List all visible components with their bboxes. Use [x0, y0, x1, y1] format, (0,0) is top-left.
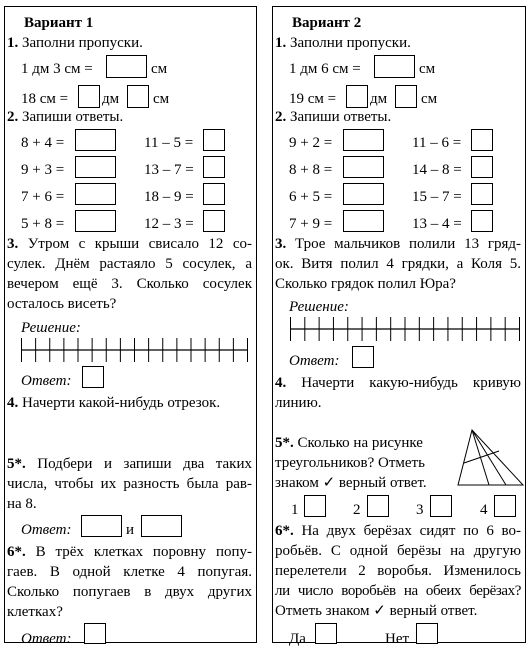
variant-2-title: Вариант 2 — [292, 15, 362, 31]
solution-label: Решение: — [21, 320, 81, 336]
option-box[interactable] — [304, 495, 326, 517]
solution-label: Решение: — [289, 299, 349, 315]
answer-box[interactable] — [343, 156, 384, 178]
unit-label: см — [419, 61, 436, 77]
task-5-text-line: 5*. Сколько на рисунке — [275, 435, 423, 451]
answer-box[interactable] — [81, 515, 122, 537]
answer-box[interactable] — [141, 515, 182, 537]
unit-label: см — [421, 91, 438, 107]
task-6-text-line: гаев. В одной клетке 4 попугая. — [7, 564, 252, 580]
task-1-row-2-expression: 19 см = — [289, 91, 337, 107]
solution-scale — [290, 317, 520, 341]
unit-label: дм — [102, 91, 120, 107]
answer-box[interactable] — [127, 85, 149, 108]
option-box[interactable] — [430, 495, 452, 517]
expression: 9 + 3 = — [21, 162, 65, 178]
variant-1-card — [4, 6, 257, 647]
task-4-text-line: линию. — [275, 395, 322, 411]
task-3-text-line: вечером ещё 3. Сколько сосулек — [7, 276, 252, 292]
expression: 14 – 8 = — [412, 162, 462, 178]
answer-box[interactable] — [395, 85, 417, 108]
expression: 8 + 8 = — [289, 162, 333, 178]
variant-2-card — [272, 6, 526, 647]
answer-box[interactable] — [82, 366, 104, 388]
expression: 15 – 7 = — [412, 189, 462, 205]
expression: 8 + 4 = — [21, 135, 65, 151]
no-option-box[interactable] — [416, 623, 438, 644]
task-5-text-line: числа, чтобы их разность была рав- — [7, 476, 252, 492]
option-label: 3 — [416, 502, 424, 518]
option-box[interactable] — [367, 495, 389, 517]
answer-box[interactable] — [374, 55, 415, 78]
expression: 11 – 6 = — [412, 135, 462, 151]
answer-box[interactable] — [78, 85, 100, 108]
answer-box[interactable] — [203, 183, 225, 205]
expression: 6 + 5 = — [289, 189, 333, 205]
answer-box[interactable] — [84, 623, 106, 644]
answer-box[interactable] — [203, 129, 225, 151]
task-4-text: 4. Начерти какой-нибудь отрезок. — [7, 395, 221, 411]
answer-label: Ответ: — [21, 522, 72, 538]
variant-1-title: Вариант 1 — [24, 15, 94, 31]
expression: 18 – 9 = — [144, 189, 194, 205]
answer-box[interactable] — [352, 346, 374, 368]
task-6-text-line: Отметь знаком ✓ верный ответ. — [275, 603, 478, 619]
task-2-heading: 2. Запиши ответы. — [7, 109, 124, 125]
expression: 12 – 3 = — [144, 216, 194, 232]
expression: 11 – 5 = — [144, 135, 194, 151]
task-5-text-line: треугольников? Отметь — [275, 455, 425, 471]
solution-scale — [21, 338, 248, 362]
task-6-text-line: перелетели 2 воробья. Изменилось — [275, 563, 521, 579]
task-6-text-line: робьёв. С одной берёзы на другую — [275, 543, 521, 559]
option-label: 1 — [291, 502, 299, 518]
expression: 13 – 4 = — [412, 216, 462, 232]
task-3-text-line: сулек. Днём растаяло 5 сосулек, а — [7, 256, 252, 272]
answer-box[interactable] — [343, 183, 384, 205]
answer-box[interactable] — [471, 210, 493, 232]
answer-box[interactable] — [75, 129, 116, 151]
answer-box[interactable] — [203, 210, 225, 232]
task-4-text-line: 4. Начерти какую-нибудь кривую — [275, 375, 521, 391]
task-3-text-line: 3. Утром с крыши свисало 12 со- — [7, 236, 253, 252]
task-1-row-1-expression: 1 дм 6 см = — [289, 61, 361, 77]
expression: 7 + 6 = — [21, 189, 65, 205]
option-label: 2 — [353, 502, 361, 518]
answer-box[interactable] — [343, 210, 384, 232]
answer-box[interactable] — [471, 183, 493, 205]
task-6-text-line: клетках? — [7, 604, 63, 620]
answer-box[interactable] — [471, 156, 493, 178]
task-3-text-line: 3. Трое мальчиков полили 13 гряд- — [275, 236, 521, 252]
option-box[interactable] — [494, 495, 516, 517]
triangles-figure — [456, 428, 526, 488]
unit-label: см — [153, 91, 170, 107]
answer-label: Ответ: — [289, 353, 340, 369]
task-6-text-line: Сколько попугаев в двух других — [7, 584, 252, 600]
yes-option-box[interactable] — [315, 623, 337, 644]
answer-box[interactable] — [346, 85, 368, 108]
task-5-text-line: знаком ✓ верный ответ. — [275, 475, 427, 491]
answer-box[interactable] — [203, 156, 225, 178]
yes-label: Да — [289, 631, 306, 647]
task-6-text-line: ли число воробьёв на обеих берёзах? — [275, 583, 521, 599]
task-1-row-2-expression: 18 см = — [21, 91, 69, 107]
answer-box[interactable] — [75, 156, 116, 178]
and-label: и — [126, 522, 135, 538]
expression: 7 + 9 = — [289, 216, 333, 232]
no-label: Нет — [385, 631, 410, 647]
task-5-text-line: на 8. — [7, 496, 37, 512]
unit-label: дм — [370, 91, 388, 107]
answer-box[interactable] — [471, 129, 493, 151]
task-3-text-line: ок. Витя полил 4 грядки, а Коля 5. — [275, 256, 521, 272]
task-3-text-line: осталось висеть? — [7, 296, 117, 312]
answer-label: Ответ: — [21, 631, 72, 647]
answer-label: Ответ: — [21, 373, 72, 389]
task-1-row-1-expression: 1 дм 3 см = — [21, 61, 93, 77]
task-6-text-line: 6*. В трёх клетках поровну попу- — [7, 544, 252, 560]
task-3-text-line: Сколько грядок полил Юра? — [275, 276, 456, 292]
task-2-heading: 2. Запиши ответы. — [275, 109, 392, 125]
task-1-heading: 1. Заполни пропуски. — [275, 35, 411, 51]
expression: 13 – 7 = — [144, 162, 194, 178]
task-1-heading: 1. Заполни пропуски. — [7, 35, 143, 51]
task-6-text-line: 6*. На двух берёзах сидят по 6 во- — [275, 523, 521, 539]
option-label: 4 — [480, 502, 488, 518]
answer-box[interactable] — [75, 183, 116, 205]
unit-label: см — [151, 61, 168, 77]
answer-box[interactable] — [343, 129, 384, 151]
task-5-text-line: 5*. Подбери и запиши два таких — [7, 456, 252, 472]
answer-box[interactable] — [106, 55, 147, 78]
answer-box[interactable] — [75, 210, 116, 232]
expression: 9 + 2 = — [289, 135, 333, 151]
expression: 5 + 8 = — [21, 216, 65, 232]
